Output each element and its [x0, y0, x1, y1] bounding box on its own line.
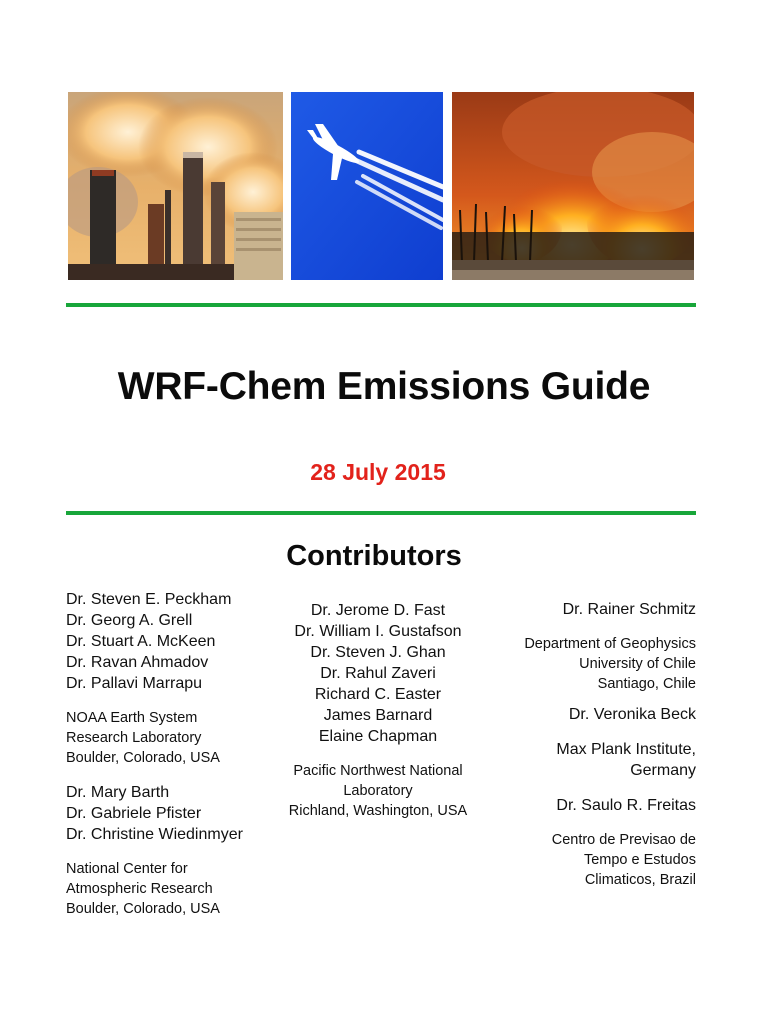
- contributor-name: James Barnard: [323, 707, 433, 724]
- affiliation-line: Tempo e Estudos: [583, 852, 696, 868]
- affiliation-line: Max Plank Institute,: [556, 741, 696, 758]
- affiliation-line: Atmospheric Research: [66, 881, 213, 897]
- affiliation-line: NOAA Earth System: [66, 710, 198, 726]
- contributor-name: Elaine Chapman: [318, 728, 438, 745]
- airplane-contrail-photo: [291, 92, 443, 280]
- contributor-name: Dr. Jerome D. Fast: [310, 602, 446, 619]
- affiliation-line: University of Chile: [579, 656, 696, 672]
- contributor-name: Dr. Stuart A. McKeen: [66, 633, 216, 650]
- right-contributors-column: [490, 599, 696, 890]
- affiliation-line: Richland, Washington, USA: [288, 803, 468, 819]
- contributor-name: Dr. Veronika Beck: [568, 706, 696, 723]
- affiliation-line: Santiago, Chile: [597, 676, 696, 692]
- contributors-heading: Contributors: [286, 540, 462, 572]
- contributor-name: Dr. Mary Barth: [66, 784, 170, 801]
- smokestacks-photo: [68, 92, 283, 280]
- affiliation-line: Laboratory: [343, 783, 413, 799]
- contributor-name: Dr. Ravan Ahmadov: [66, 654, 209, 671]
- affiliation-line: Climaticos, Brazil: [584, 872, 696, 888]
- middle-green-rule: [66, 511, 696, 515]
- contributor-name: Dr. Gabriele Pfister: [66, 805, 202, 822]
- contributor-name: Dr. Rainer Schmitz: [562, 601, 696, 618]
- affiliation-line: Department of Geophysics: [524, 636, 696, 652]
- contributor-name: Dr. Steven E. Peckham: [66, 591, 232, 608]
- document-title: WRF-Chem Emissions Guide: [117, 365, 651, 408]
- affiliation-line: Germany: [630, 762, 696, 779]
- contributor-name: Dr. Christine Wiedinmyer: [66, 826, 243, 843]
- middle-contributors-column: [278, 600, 478, 821]
- affiliation-line: Pacific Northwest National: [293, 763, 463, 779]
- left-contributors-column: [66, 589, 286, 919]
- contributor-name: Dr. Rahul Zaveri: [320, 665, 436, 682]
- field-fire-photo: [452, 92, 694, 280]
- contributor-name: Dr. William I. Gustafson: [294, 623, 462, 640]
- affiliation-line: Centro de Previsao de: [551, 832, 696, 848]
- document-date: 28 July 2015: [310, 459, 446, 485]
- top-green-rule: [66, 303, 696, 307]
- contributor-name: Dr. Steven J. Ghan: [310, 644, 446, 661]
- contributor-name: Richard C. Easter: [314, 686, 442, 703]
- contributor-name: Dr. Saulo R. Freitas: [556, 797, 696, 814]
- affiliation-line: National Center for: [66, 861, 188, 877]
- affiliation-line: Boulder, Colorado, USA: [66, 901, 220, 917]
- contributor-name: Dr. Pallavi Marrapu: [66, 675, 203, 692]
- affiliation-line: Boulder, Colorado, USA: [66, 750, 220, 766]
- contributor-name: Dr. Georg A. Grell: [66, 612, 193, 629]
- affiliation-line: Research Laboratory: [66, 730, 202, 746]
